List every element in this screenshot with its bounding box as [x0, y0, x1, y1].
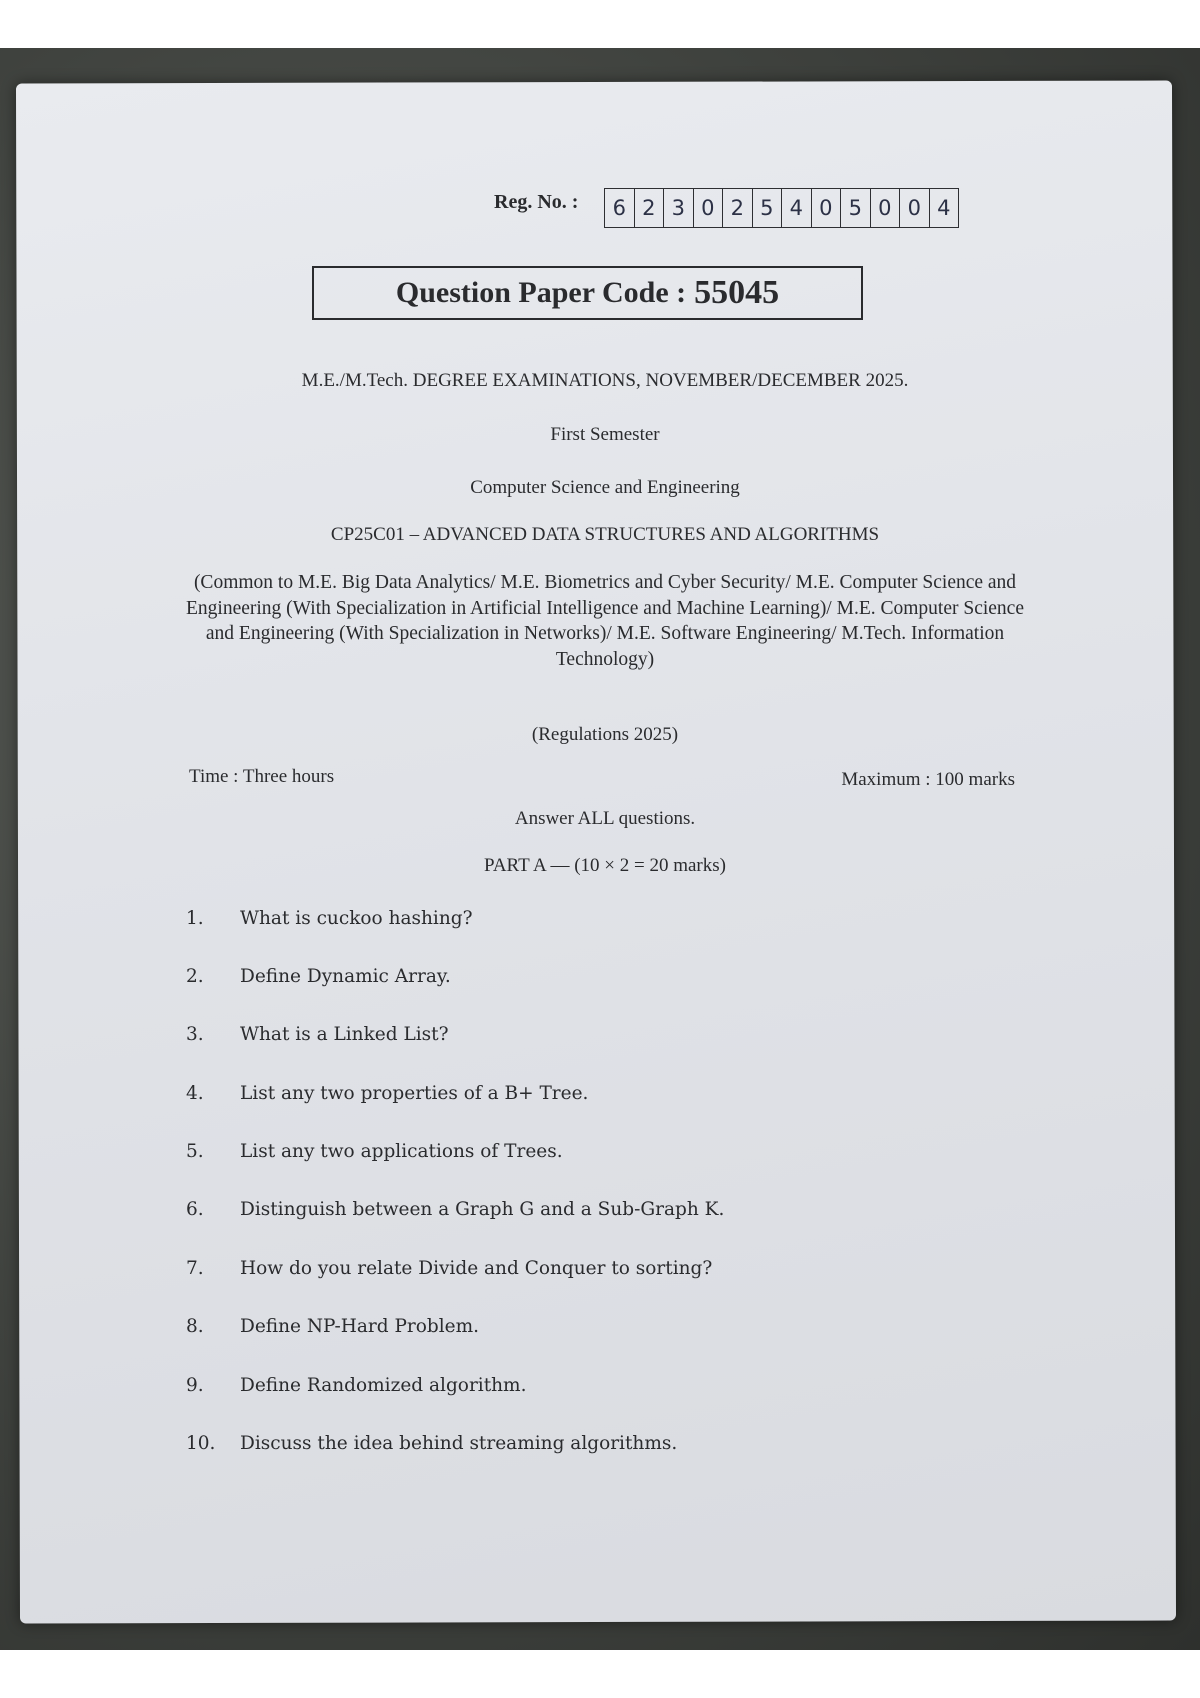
question-text: Define NP-Hard Problem.	[240, 1316, 480, 1337]
regulations: (Regulations 2025)	[531, 724, 679, 745]
question-number: 8.	[186, 1316, 204, 1337]
question-text: Distinguish between a Graph G and a Sub-Graph K.	[240, 1199, 725, 1220]
question-number: 1.	[186, 908, 204, 929]
question-item	[186, 1316, 479, 1337]
question-item	[186, 1258, 712, 1279]
question-item	[186, 1375, 526, 1396]
question-number: 9.	[186, 1375, 204, 1396]
reg-digit: 6	[605, 189, 635, 227]
reg-no-label: Reg. No. :	[494, 191, 579, 213]
question-item	[186, 1141, 563, 1162]
question-text: What is a Linked List?	[240, 1024, 449, 1045]
course-title: CP25C01 – ADVANCED DATA STRUCTURES AND ALGORITHMS	[330, 524, 880, 545]
question-number: 6.	[186, 1199, 204, 1220]
question-number: 2.	[186, 966, 204, 987]
question-text: List any two properties of a B+ Tree.	[240, 1083, 589, 1104]
part-a-heading: PART A — (10 × 2 = 20 marks)	[484, 855, 726, 876]
reg-digit: 5	[841, 189, 871, 227]
question-number: 7.	[186, 1258, 204, 1279]
exam-title: M.E./M.Tech. DEGREE EXAMINATIONS, NOVEMBER/DECEMBER 2025.	[301, 370, 909, 391]
time-allowed: Time : Three hours	[189, 766, 335, 787]
question-number: 10.	[186, 1433, 216, 1454]
question-text: List any two applications of Trees.	[240, 1141, 563, 1162]
question-text: Define Dynamic Array.	[240, 966, 451, 987]
question-paper-code-box	[312, 266, 863, 320]
reg-digit: 2	[723, 189, 753, 227]
reg-digit: 4	[930, 189, 960, 227]
semester: First Semester	[550, 424, 660, 445]
question-number: 4.	[186, 1083, 204, 1104]
question-item	[186, 1433, 677, 1454]
reg-digit: 2	[635, 189, 665, 227]
paper-code-value: 55045	[694, 274, 780, 311]
department: Computer Science and Engineering	[470, 477, 740, 498]
question-item	[186, 1024, 449, 1045]
question-number: 5.	[186, 1141, 204, 1162]
instruction: Answer ALL questions.	[514, 808, 696, 829]
question-text: Discuss the idea behind streaming algorithms.	[240, 1433, 678, 1454]
question-item	[186, 966, 451, 987]
reg-digit: 4	[782, 189, 812, 227]
reg-digit: 0	[812, 189, 842, 227]
reg-digit: 0	[900, 189, 930, 227]
question-text: Define Randomized algorithm.	[240, 1375, 527, 1396]
question-text: How do you relate Divide and Conquer to sorting?	[240, 1258, 713, 1279]
question-text: What is cuckoo hashing?	[240, 908, 473, 929]
reg-digit: 5	[753, 189, 783, 227]
question-item	[186, 908, 473, 929]
reg-no-boxes	[604, 188, 959, 228]
reg-digit: 0	[871, 189, 901, 227]
question-item	[186, 1199, 724, 1220]
reg-digit: 3	[664, 189, 694, 227]
common-to-programmes: (Common to M.E. Big Data Analytics/ M.E. Biometrics and Cyber Security/ M.E. Computer Science and Engineering (With Specialization in Artificial Intelligence and Machine Learning)/ M.E. Computer Science and Engineering (With Specialization in Networks)/ M.E. Software Engineering/ M.Tech. Information Technology)	[186, 572, 1024, 670]
paper-code-label: Question Paper Code :	[395, 276, 687, 309]
question-number: 3.	[186, 1024, 204, 1045]
maximum-marks: Maximum : 100 marks	[841, 769, 1015, 790]
question-item	[186, 1083, 588, 1104]
reg-digit: 0	[694, 189, 724, 227]
